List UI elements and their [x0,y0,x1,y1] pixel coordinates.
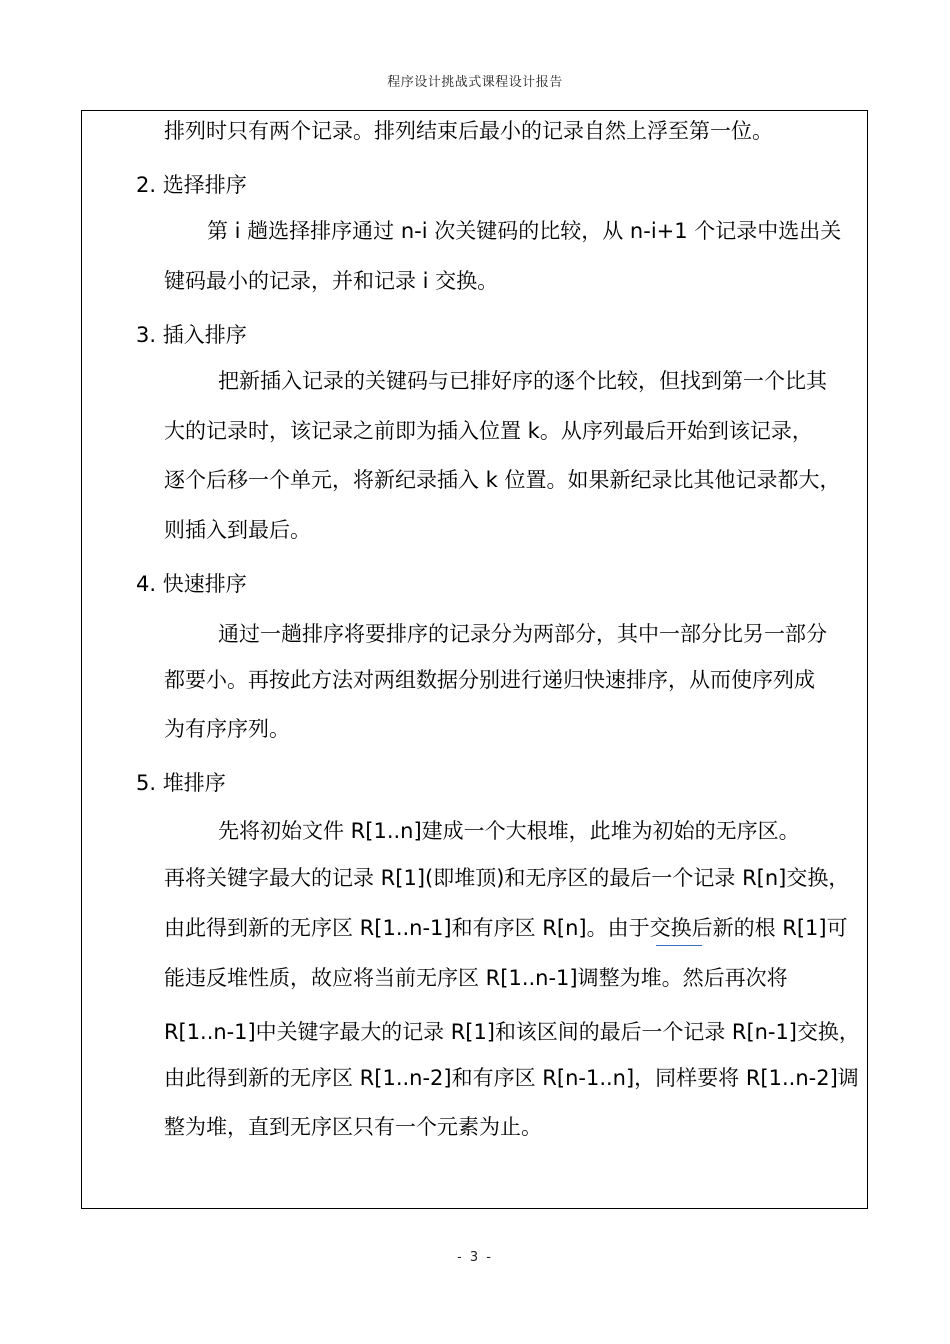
text-line: 把新插入记录的关键码与已排好序的逐个比较，但找到第一个比其 [218,369,827,393]
section-heading-heap-sort: 5. 堆排序 [136,771,226,795]
text-line: 排列时只有两个记录。排列结束后最小的记录自然上浮至第一位。 [164,119,773,143]
section-heading-selection-sort: 2. 选择排序 [136,173,247,197]
page-number: - 3 - [457,1250,493,1265]
text-line: 由此得到新的无序区 R[1..n-2]和有序区 R[n-1..n]，同样要将 R[1..n-2]调 [164,1066,859,1090]
text-line: R[1..n-1]中关键字最大的记录 R[1]和该区间的最后一个记录 R[n-1]交换， [164,1020,860,1044]
text-line: 大的记录时，该记录之前即为插入位置 k。从序列最后开始到该记录， [164,419,813,443]
section-heading-insertion-sort: 3. 插入排序 [136,323,247,347]
text-line: 为有序序列。 [164,717,290,741]
text-line: 通过一趟排序将要排序的记录分为两部分，其中一部分比另一部分 [218,622,827,646]
page-header: 程序设计挑战式课程设计报告 [387,75,563,90]
text-line: 再将关键字最大的记录 R[1](即堆顶)和无序区的最后一个记录 R[n]交换， [164,866,850,890]
text-line: 第 i 趟选择排序通过 n-i 次关键码的比较，从 n-i+1 个记录中选出关 [207,219,842,243]
text-line: 先将初始文件 R[1..n]建成一个大根堆，此堆为初始的无序区。 [218,819,800,843]
section-heading-quick-sort: 4. 快速排序 [136,572,247,596]
text-line: 都要小。再按此方法对两组数据分别进行递归快速排序，从而使序列成 [164,668,815,692]
text-line: 能违反堆性质，故应将当前无序区 R[1..n-1]调整为堆。然后再次将 [164,966,788,990]
text-line: 键码最小的记录，并和记录 i 交换。 [164,269,499,293]
text-line: 由此得到新的无序区 R[1..n-1]和有序区 R[n]。由于交换后新的根 R[1]可 [164,916,848,940]
text-line: 则插入到最后。 [164,518,311,542]
text-line: 整为堆，直到无序区只有一个元素为止。 [164,1115,542,1139]
text-line: 逐个后移一个单元，将新纪录插入 k 位置。如果新纪录比其他记录都大， [164,468,841,492]
text-underline-mark [656,945,702,946]
